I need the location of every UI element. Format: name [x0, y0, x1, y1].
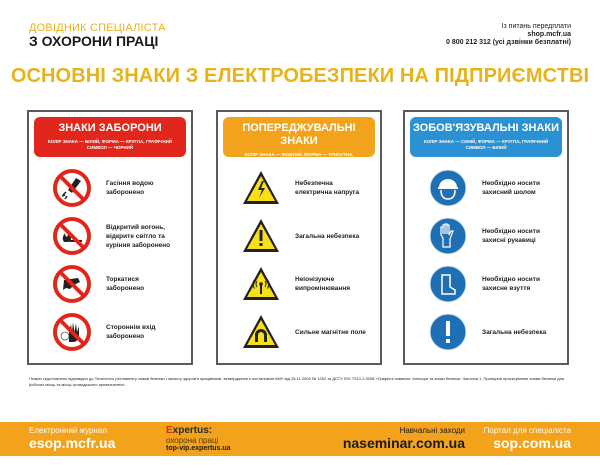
phone-number: 0 800 212 312 (усі дзвінки безплатні): [446, 39, 571, 46]
wear-boots-icon: [428, 264, 468, 304]
portal-link[interactable]: sop.com.ua: [493, 435, 571, 451]
no-water-extinguish-icon: [52, 168, 92, 208]
sign-label: Необхідно носити захисне взуття: [482, 276, 540, 292]
shop-link[interactable]: shop.mcfr.ua: [527, 31, 571, 38]
panel-title: ЗНАКИ ЗАБОРОНИ: [58, 122, 162, 134]
sign-item: [405, 164, 567, 212]
panel-title: ЗОБОВ'ЯЗУВАЛЬНІ ЗНАКИ: [412, 122, 560, 134]
sign-item: [218, 164, 380, 212]
general-mandatory-icon: [428, 312, 468, 352]
sign-item: [218, 212, 380, 260]
sign-label: Сильне магнітне поле: [295, 328, 366, 336]
journal-link[interactable]: esop.mcfr.ua: [29, 435, 116, 451]
sign-label: Торкатися заборонено: [106, 276, 145, 292]
seminars-caption: Навчальні заходи: [399, 426, 465, 435]
electric-voltage-warning-icon: [241, 168, 281, 208]
mandatory-signs-panel: [403, 110, 569, 365]
panel-header: [34, 117, 186, 157]
general-danger-warning-icon: [241, 216, 281, 256]
warning-signs-panel: [216, 110, 382, 365]
seminars-link[interactable]: naseminar.com.ua: [342, 435, 465, 451]
sign-label: Неіонізуюче випромінювання: [295, 276, 351, 292]
sign-label: Відкритий вогонь, відкрите світло та куріння заборонено: [106, 223, 171, 249]
brand-subtitle: ДОВІДНИК СПЕЦІАЛІСТА: [29, 22, 166, 34]
footer-portal[interactable]: [440, 426, 571, 451]
sign-item: [218, 260, 380, 308]
wear-helmet-icon: [428, 168, 468, 208]
footer-bar: [0, 422, 600, 456]
prohibition-signs-panel: [27, 110, 193, 365]
no-touching-icon: [52, 264, 92, 304]
page-title: ОСНОВНІ ЗНАКИ З ЕЛЕКТРОБЕЗПЕКИ НА ПІДПРИЄМСТВІ: [10, 65, 590, 87]
brand-logo: [29, 22, 166, 49]
sign-label: Гасіння водою заборонено: [106, 180, 154, 196]
portal-caption: Портал для спеціаліста: [483, 426, 571, 435]
sign-label: Загальна небезпека: [295, 232, 360, 240]
brand-title: З ОХОРОНИ ПРАЦІ: [29, 33, 159, 49]
panel-subtitle: КОЛІР ЗНАКА — БІЛИЙ, ФОРМА — КРУГЛА, ГРАФІЧНИЙ СИМВОЛ — ЧОРНИЙ: [47, 139, 173, 150]
expertus-link[interactable]: top-vip.expertus.ua: [166, 445, 231, 452]
sign-item: [405, 212, 567, 260]
sign-item: [29, 308, 191, 356]
sign-label: Необхідно носити захисний шолом: [482, 180, 540, 196]
expertus-logo: Expertus:: [166, 425, 213, 436]
panel-header: [223, 117, 375, 163]
panel-subtitle: КОЛІР ЗНАКА — СИНІЙ, ФОРМА — КРУГЛА, ГРАФІЧНИЙ СИМВОЛ — БІЛИЙ: [423, 139, 549, 150]
sign-item: [405, 308, 567, 356]
subscription-contacts: [446, 23, 571, 47]
panel-subtitle: КОЛІР ЗНАКА — ЖОВТИЙ, ФОРМА — ТРИКУТНА, ГРАФІЧНИЙ СИМВОЛ — ЧОРНИЙ: [244, 152, 354, 163]
sign-item: [29, 260, 191, 308]
wear-gloves-icon: [428, 216, 468, 256]
sign-label: Необхідно носити захисні рукавиці: [482, 228, 540, 244]
expertus-caption: охорона праці: [166, 436, 219, 445]
sign-item: [29, 212, 191, 260]
sign-item: [29, 164, 191, 212]
sign-item: [218, 308, 380, 356]
sign-label: Загальна небезпека: [482, 328, 547, 336]
panel-header: [410, 117, 562, 157]
sign-label: Стороннім вхід заборонено: [106, 324, 156, 340]
sign-label: Небезпечна електрична напруга: [295, 180, 360, 196]
footnote: Плакат підготовлено відповідно до Технічного регламенту знаків безпеки і захисту здоров'я працівників, затвердженого постановою КМУ від 25.11.2009 № 1262 та ДСТУ ISO 7010-1:2008 «Графічні символи. Кольори та знаки безпеки. Частина 1. Принципи проєктування знаків безпеки для робочих місць та місць громадського призначення».: [29, 376, 565, 387]
contact-caption: Із питань передплати: [501, 23, 571, 30]
no-entry-unauthorized-icon: [52, 312, 92, 352]
magnetic-field-icon: [241, 312, 281, 352]
footer-journal[interactable]: [29, 426, 115, 451]
non-ionizing-radiation-icon: [241, 264, 281, 304]
no-open-fire-icon: [52, 216, 92, 256]
panel-title: ПОПЕРЕДЖУВАЛЬНІ ЗНАКИ: [242, 122, 356, 147]
journal-caption: Електронний журнал: [29, 426, 107, 435]
footer-expertus[interactable]: [166, 426, 231, 453]
sign-item: [405, 260, 567, 308]
